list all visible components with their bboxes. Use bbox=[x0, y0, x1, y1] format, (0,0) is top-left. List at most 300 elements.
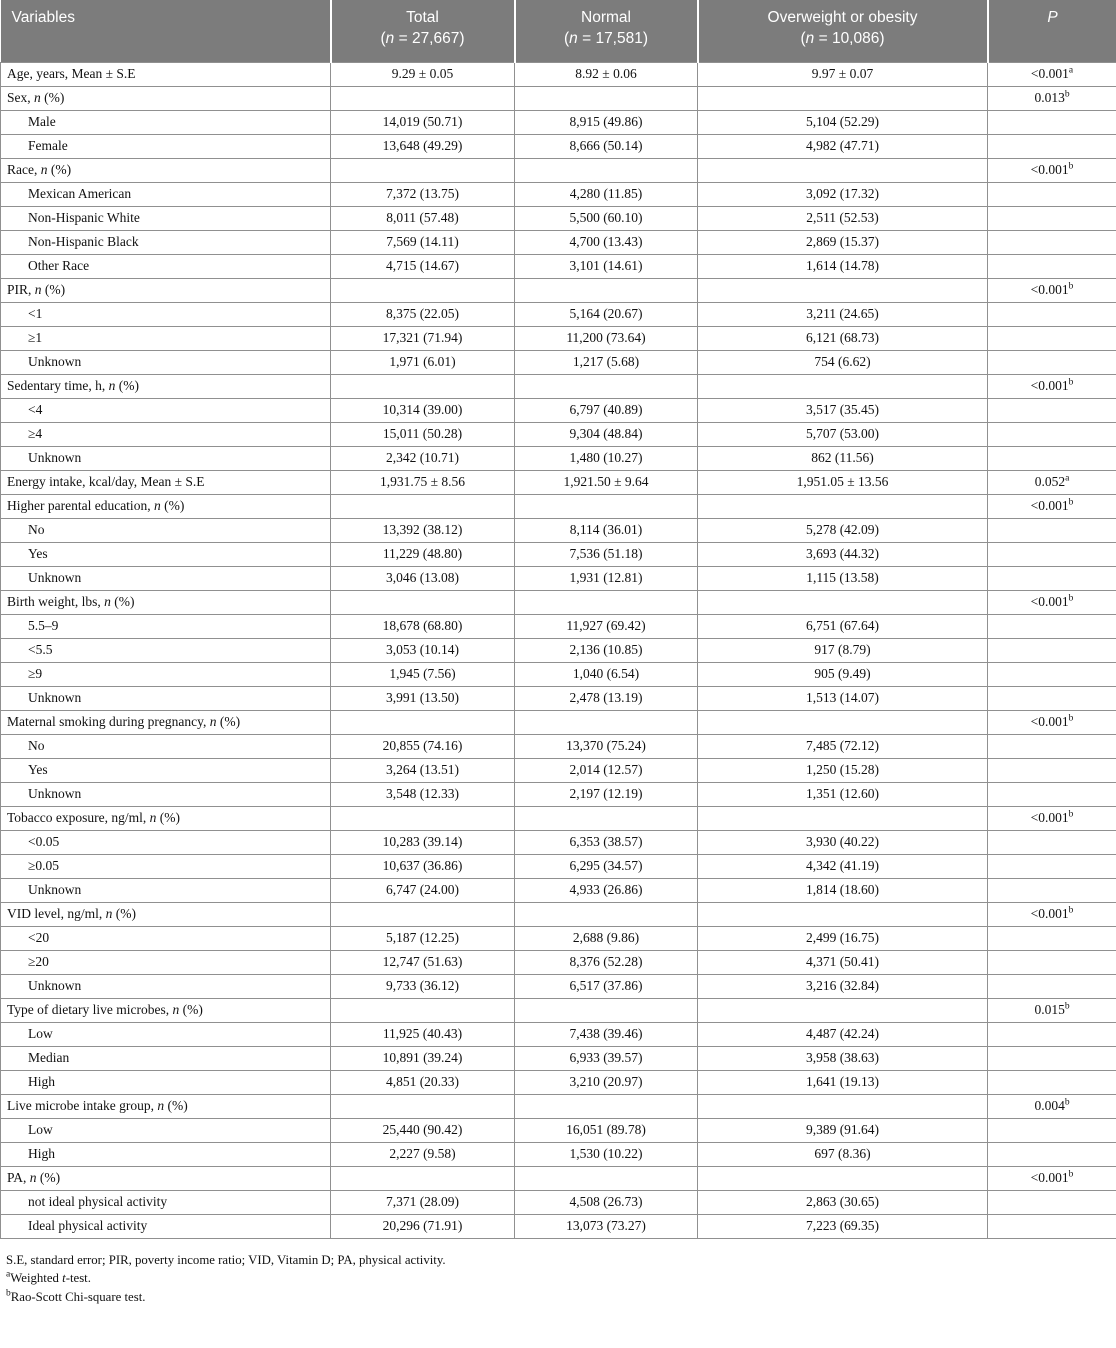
cell-total: 1,931.75 ± 8.56 bbox=[331, 470, 515, 494]
cell-normal: 13,073 (73.27) bbox=[515, 1214, 698, 1238]
cell-variable: Age, years, Mean ± S.E bbox=[1, 62, 331, 86]
cell-variable: Unknown bbox=[1, 350, 331, 374]
cell-total: 9,733 (36.12) bbox=[331, 974, 515, 998]
p-value-superscript: b bbox=[1068, 593, 1074, 604]
cell-p-value: 0.015$^b$ bbox=[988, 998, 1116, 1022]
table-row bbox=[1, 998, 1116, 1022]
cell-variable: Sedentary time, h, n (%) bbox=[1, 374, 331, 398]
p-value-superscript: b bbox=[1068, 497, 1074, 508]
table-row bbox=[1, 86, 1116, 110]
cell-normal: 4,508 (26.73) bbox=[515, 1190, 698, 1214]
cell-p-value bbox=[988, 110, 1116, 134]
table-row bbox=[1, 110, 1116, 134]
cell-total bbox=[331, 710, 515, 734]
cell-p-value: 0.004$^b$ bbox=[988, 1094, 1116, 1118]
cell-normal bbox=[515, 590, 698, 614]
column-header: Normal (n = 17,581) bbox=[515, 0, 698, 62]
cell-overweight: 4,342 (41.19) bbox=[698, 854, 988, 878]
footnote: S.E, standard error; PIR, poverty income ratio; VID, Vitamin D; PA, physical activity. bbox=[6, 1252, 446, 1267]
table-row bbox=[1, 878, 1116, 902]
cell-overweight: 3,930 (40.22) bbox=[698, 830, 988, 854]
cell-overweight: 1,115 (13.58) bbox=[698, 566, 988, 590]
cell-variable: Unknown bbox=[1, 878, 331, 902]
table-row bbox=[1, 350, 1116, 374]
cell-variable: Unknown bbox=[1, 566, 331, 590]
cell-variable: <4 bbox=[1, 398, 331, 422]
p-value-superscript: b bbox=[1068, 905, 1074, 916]
cell-overweight: 7,223 (69.35) bbox=[698, 1214, 988, 1238]
cell-overweight: 3,517 (35.45) bbox=[698, 398, 988, 422]
cell-normal: 1,921.50 ± 9.64 bbox=[515, 470, 698, 494]
cell-p-value bbox=[988, 638, 1116, 662]
cell-overweight bbox=[698, 494, 988, 518]
cell-variable: Unknown bbox=[1, 782, 331, 806]
cell-overweight: 905 (9.49) bbox=[698, 662, 988, 686]
cell-normal: 2,478 (13.19) bbox=[515, 686, 698, 710]
cell-variable: High bbox=[1, 1142, 331, 1166]
cell-normal: 3,210 (20.97) bbox=[515, 1070, 698, 1094]
cell-total bbox=[331, 86, 515, 110]
table-row bbox=[1, 1070, 1116, 1094]
cell-p-value bbox=[988, 134, 1116, 158]
cell-variable: Mexican American bbox=[1, 182, 331, 206]
cell-total bbox=[331, 998, 515, 1022]
cell-p-value bbox=[988, 926, 1116, 950]
cell-normal: 13,370 (75.24) bbox=[515, 734, 698, 758]
cell-p-value bbox=[988, 734, 1116, 758]
cell-overweight: 1,951.05 ± 13.56 bbox=[698, 470, 988, 494]
cell-total: 15,011 (50.28) bbox=[331, 422, 515, 446]
table-row bbox=[1, 662, 1116, 686]
cell-overweight: 4,982 (47.71) bbox=[698, 134, 988, 158]
cell-variable: Median bbox=[1, 1046, 331, 1070]
cell-p-value: <0.001$^a$ bbox=[988, 62, 1116, 86]
cell-normal: 6,797 (40.89) bbox=[515, 398, 698, 422]
table-row bbox=[1, 1118, 1116, 1142]
cell-variable: <5.5 bbox=[1, 638, 331, 662]
cell-p-value: 0.013$^b$ bbox=[988, 86, 1116, 110]
cell-total bbox=[331, 1166, 515, 1190]
cell-overweight bbox=[698, 590, 988, 614]
cell-normal: 5,500 (60.10) bbox=[515, 206, 698, 230]
cell-variable: 5.5–9 bbox=[1, 614, 331, 638]
cell-total: 4,851 (20.33) bbox=[331, 1070, 515, 1094]
cell-variable: Female bbox=[1, 134, 331, 158]
table-row bbox=[1, 1166, 1116, 1190]
table-row bbox=[1, 710, 1116, 734]
cell-variable: <1 bbox=[1, 302, 331, 326]
table-row bbox=[1, 422, 1116, 446]
cell-overweight: 6,121 (68.73) bbox=[698, 326, 988, 350]
cell-total: 11,229 (48.80) bbox=[331, 542, 515, 566]
cell-p-value bbox=[988, 230, 1116, 254]
cell-normal: 1,217 (5.68) bbox=[515, 350, 698, 374]
header-row bbox=[1, 0, 1116, 62]
p-value-superscript: a bbox=[1068, 65, 1074, 76]
table-row bbox=[1, 134, 1116, 158]
cell-total: 13,648 (49.29) bbox=[331, 134, 515, 158]
cell-total: 12,747 (51.63) bbox=[331, 950, 515, 974]
cell-normal: 4,280 (11.85) bbox=[515, 182, 698, 206]
cell-variable: Non-Hispanic Black bbox=[1, 230, 331, 254]
cell-overweight bbox=[698, 86, 988, 110]
cell-total: 10,891 (39.24) bbox=[331, 1046, 515, 1070]
table-row bbox=[1, 614, 1116, 638]
cell-p-value: <0.001$^b$ bbox=[988, 710, 1116, 734]
cell-total bbox=[331, 1094, 515, 1118]
table-row bbox=[1, 806, 1116, 830]
cell-variable: Yes bbox=[1, 758, 331, 782]
table-row bbox=[1, 1046, 1116, 1070]
cell-normal: 7,438 (39.46) bbox=[515, 1022, 698, 1046]
cell-overweight: 1,513 (14.07) bbox=[698, 686, 988, 710]
cell-normal: 5,164 (20.67) bbox=[515, 302, 698, 326]
cell-total bbox=[331, 158, 515, 182]
cell-overweight bbox=[698, 1094, 988, 1118]
cell-overweight: 5,104 (52.29) bbox=[698, 110, 988, 134]
cell-normal: 6,295 (34.57) bbox=[515, 854, 698, 878]
cell-normal: 4,700 (13.43) bbox=[515, 230, 698, 254]
table-row bbox=[1, 1022, 1116, 1046]
cell-overweight: 1,614 (14.78) bbox=[698, 254, 988, 278]
cell-overweight: 4,487 (42.24) bbox=[698, 1022, 988, 1046]
cell-variable: Non-Hispanic White bbox=[1, 206, 331, 230]
table-row bbox=[1, 902, 1116, 926]
cell-variable: PIR, n (%) bbox=[1, 278, 331, 302]
p-value-superscript: b bbox=[1068, 713, 1074, 724]
table-row bbox=[1, 758, 1116, 782]
cell-overweight bbox=[698, 806, 988, 830]
cell-normal: 1,530 (10.22) bbox=[515, 1142, 698, 1166]
cell-overweight: 697 (8.36) bbox=[698, 1142, 988, 1166]
cell-variable: Sex, n (%) bbox=[1, 86, 331, 110]
cell-p-value bbox=[988, 1118, 1116, 1142]
table-row bbox=[1, 206, 1116, 230]
cell-variable: VID level, ng/ml, n (%) bbox=[1, 902, 331, 926]
cell-p-value bbox=[988, 662, 1116, 686]
cell-overweight: 4,371 (50.41) bbox=[698, 950, 988, 974]
cell-variable: ≥1 bbox=[1, 326, 331, 350]
cell-overweight: 3,211 (24.65) bbox=[698, 302, 988, 326]
cell-total: 3,991 (13.50) bbox=[331, 686, 515, 710]
cell-overweight: 6,751 (67.64) bbox=[698, 614, 988, 638]
table-row bbox=[1, 686, 1116, 710]
cell-variable: Low bbox=[1, 1118, 331, 1142]
cell-p-value bbox=[988, 1190, 1116, 1214]
cell-normal: 16,051 (89.78) bbox=[515, 1118, 698, 1142]
table-row bbox=[1, 950, 1116, 974]
cell-normal bbox=[515, 278, 698, 302]
table-row bbox=[1, 470, 1116, 494]
cell-overweight: 1,814 (18.60) bbox=[698, 878, 988, 902]
cell-overweight bbox=[698, 710, 988, 734]
table-row bbox=[1, 854, 1116, 878]
cell-overweight: 3,216 (32.84) bbox=[698, 974, 988, 998]
cell-p-value bbox=[988, 950, 1116, 974]
cell-variable: ≥9 bbox=[1, 662, 331, 686]
cell-variable: No bbox=[1, 734, 331, 758]
p-value-superscript: b bbox=[1068, 809, 1074, 820]
cell-variable: PA, n (%) bbox=[1, 1166, 331, 1190]
cell-p-value: <0.001$^b$ bbox=[988, 278, 1116, 302]
cell-p-value bbox=[988, 878, 1116, 902]
cell-p-value bbox=[988, 326, 1116, 350]
cell-variable: Type of dietary live microbes, n (%) bbox=[1, 998, 331, 1022]
cell-overweight: 754 (6.62) bbox=[698, 350, 988, 374]
cell-total: 20,296 (71.91) bbox=[331, 1214, 515, 1238]
table-row bbox=[1, 590, 1116, 614]
cell-p-value bbox=[988, 206, 1116, 230]
cell-total: 2,227 (9.58) bbox=[331, 1142, 515, 1166]
cell-variable: <0.05 bbox=[1, 830, 331, 854]
cell-total: 14,019 (50.71) bbox=[331, 110, 515, 134]
cell-total: 20,855 (74.16) bbox=[331, 734, 515, 758]
cell-total: 7,569 (14.11) bbox=[331, 230, 515, 254]
cell-normal: 6,933 (39.57) bbox=[515, 1046, 698, 1070]
table-row bbox=[1, 446, 1116, 470]
table-body bbox=[1, 62, 1116, 1238]
table-row bbox=[1, 518, 1116, 542]
p-value-superscript: b bbox=[1068, 161, 1074, 172]
cell-p-value: <0.001$^b$ bbox=[988, 374, 1116, 398]
cell-total bbox=[331, 590, 515, 614]
cell-p-value: 0.052$^a$ bbox=[988, 470, 1116, 494]
cell-overweight bbox=[698, 1166, 988, 1190]
cell-overweight: 1,250 (15.28) bbox=[698, 758, 988, 782]
table-row bbox=[1, 302, 1116, 326]
cell-p-value bbox=[988, 614, 1116, 638]
cell-total: 5,187 (12.25) bbox=[331, 926, 515, 950]
p-value-superscript: b bbox=[1068, 377, 1074, 388]
cell-normal bbox=[515, 158, 698, 182]
table-row bbox=[1, 62, 1116, 86]
cell-normal: 8.92 ± 0.06 bbox=[515, 62, 698, 86]
table-row bbox=[1, 566, 1116, 590]
cell-overweight bbox=[698, 374, 988, 398]
cell-total: 8,011 (57.48) bbox=[331, 206, 515, 230]
cell-overweight: 1,351 (12.60) bbox=[698, 782, 988, 806]
cell-p-value bbox=[988, 422, 1116, 446]
cell-normal: 1,931 (12.81) bbox=[515, 566, 698, 590]
cell-p-value bbox=[988, 974, 1116, 998]
cell-overweight: 3,092 (17.32) bbox=[698, 182, 988, 206]
table-row bbox=[1, 1142, 1116, 1166]
cell-total: 18,678 (68.80) bbox=[331, 614, 515, 638]
cell-total: 8,375 (22.05) bbox=[331, 302, 515, 326]
column-header: P bbox=[988, 0, 1116, 62]
column-header: Total (n = 27,667) bbox=[331, 0, 515, 62]
cell-normal: 8,114 (36.01) bbox=[515, 518, 698, 542]
cell-variable: Yes bbox=[1, 542, 331, 566]
cell-variable: High bbox=[1, 1070, 331, 1094]
cell-total: 3,053 (10.14) bbox=[331, 638, 515, 662]
cell-overweight: 9,389 (91.64) bbox=[698, 1118, 988, 1142]
cell-variable: Birth weight, lbs, n (%) bbox=[1, 590, 331, 614]
cell-p-value bbox=[988, 1142, 1116, 1166]
table-row bbox=[1, 158, 1116, 182]
cell-overweight: 7,485 (72.12) bbox=[698, 734, 988, 758]
cell-variable: Tobacco exposure, ng/ml, n (%) bbox=[1, 806, 331, 830]
cell-normal bbox=[515, 806, 698, 830]
cell-total: 25,440 (90.42) bbox=[331, 1118, 515, 1142]
cell-p-value bbox=[988, 566, 1116, 590]
cell-variable: Race, n (%) bbox=[1, 158, 331, 182]
cell-total bbox=[331, 374, 515, 398]
cell-total bbox=[331, 806, 515, 830]
cell-overweight: 917 (8.79) bbox=[698, 638, 988, 662]
cell-variable: ≥20 bbox=[1, 950, 331, 974]
cell-p-value bbox=[988, 1022, 1116, 1046]
cell-normal: 8,376 (52.28) bbox=[515, 950, 698, 974]
table-row bbox=[1, 1190, 1116, 1214]
cell-p-value: <0.001$^b$ bbox=[988, 1166, 1116, 1190]
cell-overweight: 2,863 (30.65) bbox=[698, 1190, 988, 1214]
cell-total: 10,314 (39.00) bbox=[331, 398, 515, 422]
column-header: Variables bbox=[1, 0, 331, 62]
table-row bbox=[1, 374, 1116, 398]
cell-p-value bbox=[988, 830, 1116, 854]
table-row bbox=[1, 542, 1116, 566]
cell-variable: <20 bbox=[1, 926, 331, 950]
cell-normal: 9,304 (48.84) bbox=[515, 422, 698, 446]
cell-normal: 6,353 (38.57) bbox=[515, 830, 698, 854]
cell-overweight bbox=[698, 902, 988, 926]
cell-overweight: 862 (11.56) bbox=[698, 446, 988, 470]
table-row bbox=[1, 254, 1116, 278]
cell-total: 9.29 ± 0.05 bbox=[331, 62, 515, 86]
cell-overweight: 5,707 (53.00) bbox=[698, 422, 988, 446]
p-value-superscript: a bbox=[1065, 473, 1070, 484]
cell-p-value bbox=[988, 758, 1116, 782]
table-row bbox=[1, 230, 1116, 254]
cell-p-value bbox=[988, 398, 1116, 422]
cell-p-value: <0.001$^b$ bbox=[988, 590, 1116, 614]
p-value-superscript: b bbox=[1064, 89, 1070, 100]
cell-variable: not ideal physical activity bbox=[1, 1190, 331, 1214]
cell-p-value bbox=[988, 302, 1116, 326]
cell-total: 1,971 (6.01) bbox=[331, 350, 515, 374]
cell-total bbox=[331, 902, 515, 926]
cell-normal: 7,536 (51.18) bbox=[515, 542, 698, 566]
table-row bbox=[1, 926, 1116, 950]
cell-normal: 11,200 (73.64) bbox=[515, 326, 698, 350]
cell-overweight: 3,958 (38.63) bbox=[698, 1046, 988, 1070]
cell-p-value bbox=[988, 854, 1116, 878]
cell-overweight: 9.97 ± 0.07 bbox=[698, 62, 988, 86]
cell-variable: Low bbox=[1, 1022, 331, 1046]
cell-variable: Higher parental education, n (%) bbox=[1, 494, 331, 518]
cell-normal: 8,915 (49.86) bbox=[515, 110, 698, 134]
cell-p-value: <0.001$^b$ bbox=[988, 494, 1116, 518]
p-value-superscript: b bbox=[1068, 281, 1074, 292]
cell-normal bbox=[515, 710, 698, 734]
cell-normal: 1,040 (6.54) bbox=[515, 662, 698, 686]
cell-normal bbox=[515, 494, 698, 518]
cell-overweight bbox=[698, 278, 988, 302]
cell-p-value: <0.001$^b$ bbox=[988, 902, 1116, 926]
cell-total: 7,371 (28.09) bbox=[331, 1190, 515, 1214]
cell-normal bbox=[515, 1094, 698, 1118]
cell-overweight: 1,641 (19.13) bbox=[698, 1070, 988, 1094]
cell-variable: Other Race bbox=[1, 254, 331, 278]
cell-variable: Ideal physical activity bbox=[1, 1214, 331, 1238]
cell-total: 1,945 (7.56) bbox=[331, 662, 515, 686]
table-head bbox=[1, 0, 1116, 62]
cell-normal bbox=[515, 998, 698, 1022]
cell-normal: 11,927 (69.42) bbox=[515, 614, 698, 638]
cell-p-value bbox=[988, 1070, 1116, 1094]
cell-normal: 2,197 (12.19) bbox=[515, 782, 698, 806]
cell-total bbox=[331, 278, 515, 302]
table-row bbox=[1, 398, 1116, 422]
cell-normal: 3,101 (14.61) bbox=[515, 254, 698, 278]
cell-total: 7,372 (13.75) bbox=[331, 182, 515, 206]
cell-total: 6,747 (24.00) bbox=[331, 878, 515, 902]
cell-normal bbox=[515, 86, 698, 110]
cell-p-value bbox=[988, 782, 1116, 806]
table-row bbox=[1, 974, 1116, 998]
cell-variable: ≥0.05 bbox=[1, 854, 331, 878]
table-row bbox=[1, 638, 1116, 662]
p-value-superscript: b bbox=[1064, 1001, 1070, 1012]
table-row bbox=[1, 830, 1116, 854]
cell-overweight: 2,511 (52.53) bbox=[698, 206, 988, 230]
cell-variable: No bbox=[1, 518, 331, 542]
cell-p-value bbox=[988, 182, 1116, 206]
cell-variable: Unknown bbox=[1, 686, 331, 710]
footnote: $^a$Weighted t-test. bbox=[6, 1269, 91, 1286]
table-row bbox=[1, 278, 1116, 302]
cell-variable: ≥4 bbox=[1, 422, 331, 446]
cell-total: 11,925 (40.43) bbox=[331, 1022, 515, 1046]
cell-total: 2,342 (10.71) bbox=[331, 446, 515, 470]
table-row bbox=[1, 782, 1116, 806]
cell-total: 4,715 (14.67) bbox=[331, 254, 515, 278]
cell-variable: Maternal smoking during pregnancy, n (%) bbox=[1, 710, 331, 734]
cell-variable: Live microbe intake group, n (%) bbox=[1, 1094, 331, 1118]
table-row bbox=[1, 734, 1116, 758]
cell-p-value bbox=[988, 254, 1116, 278]
column-header: Overweight or obesity (n = 10,086) bbox=[698, 0, 988, 62]
footnote-superscript: b bbox=[6, 1288, 11, 1299]
cell-total: 3,548 (12.33) bbox=[331, 782, 515, 806]
cell-total: 10,637 (36.86) bbox=[331, 854, 515, 878]
cell-variable: Male bbox=[1, 110, 331, 134]
cell-normal bbox=[515, 902, 698, 926]
cell-total: 3,046 (13.08) bbox=[331, 566, 515, 590]
cell-p-value bbox=[988, 350, 1116, 374]
cell-normal: 4,933 (26.86) bbox=[515, 878, 698, 902]
table-row bbox=[1, 1214, 1116, 1238]
cell-total: 13,392 (38.12) bbox=[331, 518, 515, 542]
cell-normal: 6,517 (37.86) bbox=[515, 974, 698, 998]
cell-variable: Energy intake, kcal/day, Mean ± S.E bbox=[1, 470, 331, 494]
table-row bbox=[1, 1094, 1116, 1118]
cell-normal bbox=[515, 374, 698, 398]
cell-p-value: <0.001$^b$ bbox=[988, 158, 1116, 182]
cell-normal: 2,136 (10.85) bbox=[515, 638, 698, 662]
cell-overweight bbox=[698, 158, 988, 182]
cell-overweight: 2,499 (16.75) bbox=[698, 926, 988, 950]
cell-total: 10,283 (39.14) bbox=[331, 830, 515, 854]
cell-normal bbox=[515, 1166, 698, 1190]
cell-variable: Unknown bbox=[1, 446, 331, 470]
cell-total bbox=[331, 494, 515, 518]
cell-p-value bbox=[988, 446, 1116, 470]
cell-overweight: 3,693 (44.32) bbox=[698, 542, 988, 566]
cell-p-value: <0.001$^b$ bbox=[988, 806, 1116, 830]
cell-total: 3,264 (13.51) bbox=[331, 758, 515, 782]
